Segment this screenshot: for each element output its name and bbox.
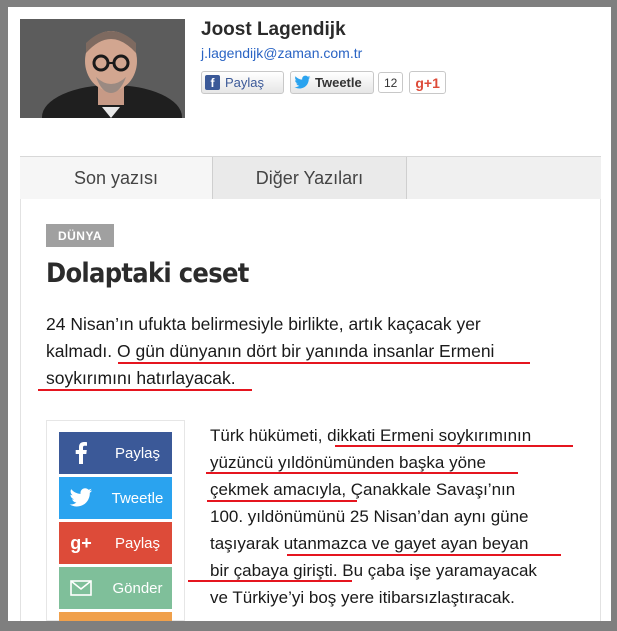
article-body [210, 422, 590, 611]
sidebar-facebook-share-button[interactable] [59, 432, 172, 474]
author-email-link[interactable]: j.lagendijk@zaman.com.tr [201, 45, 363, 61]
gplus-icon: g+ [70, 532, 92, 553]
lead-line: kalmadı. O gün dünyanın dört bir yanında insanlar Ermeni [46, 341, 495, 361]
category-badge[interactable]: DÜNYA [46, 224, 114, 247]
highlight-underline [207, 500, 357, 502]
twitter-bird-icon [294, 75, 311, 90]
body-line: Türk hükümeti, dikkati Ermeni soykırımının [210, 426, 532, 445]
envelope-icon [59, 580, 103, 596]
article-lead [46, 311, 556, 392]
body-line: bir çabaya girişti. Bu çaba işe yaramayacak [210, 561, 537, 580]
tweet-count: 12 [378, 72, 403, 93]
twitter-bird-icon [59, 488, 103, 508]
facebook-icon [59, 442, 103, 464]
sidebar-tweet-label: Tweetle [111, 489, 164, 507]
highlight-underline [287, 554, 561, 556]
author-photo[interactable] [20, 19, 185, 118]
sidebar-gplus-label: Paylaş [114, 534, 161, 552]
sidebar-tweet-button[interactable] [59, 477, 172, 519]
tweet-button[interactable] [290, 71, 374, 94]
sidebar-facebook-label: Paylaş [114, 444, 161, 462]
gplus-one-label: +1 [423, 74, 440, 91]
gplus-one-button[interactable] [409, 71, 446, 94]
highlight-underline [118, 362, 530, 364]
author-portrait-image [20, 19, 185, 118]
body-line: çekmek amacıyla, Çanakkale Savaşı’nın [210, 480, 516, 499]
lead-line: soykırımını hatırlayacak. [46, 368, 236, 388]
sidebar-email-button[interactable] [59, 567, 172, 609]
tab-diger-yazilari[interactable]: Diğer Yazıları [213, 157, 407, 199]
lead-line: 24 Nisan’ın ufukta belirmesiyle birlikte, artık kaçacak yer [46, 314, 481, 334]
facebook-share-button[interactable] [201, 71, 284, 94]
sidebar-email-label: Gönder [112, 579, 163, 597]
facebook-icon: f [205, 75, 220, 90]
sidebar-gplus-share-button[interactable] [59, 522, 172, 564]
author-name[interactable]: Joost Lagendijk [201, 19, 346, 40]
body-line: taşıyarak utanmazca ve gayet ayan beyan [210, 534, 529, 553]
body-line: 100. yıldönümünü 25 Nisan’dan aynı güne [210, 507, 529, 526]
highlight-underline [335, 445, 573, 447]
facebook-share-label: Paylaş [225, 75, 265, 90]
body-line: yüzüncü yıldönümünden başka yöne [210, 453, 486, 472]
gplus-icon: g [415, 74, 424, 91]
tab-son-yazisi[interactable]: Son yazısı [20, 157, 213, 199]
article-title: Dolaptaki ceset [46, 258, 249, 289]
sidebar-more-button[interactable] [59, 612, 172, 624]
tweet-label: Tweetle [315, 75, 362, 90]
social-share-row [201, 70, 446, 95]
highlight-underline [188, 580, 352, 582]
body-line: ve Türkiye’yi boş yere itibarsızlaştıracak. [210, 588, 515, 607]
highlight-underline [206, 472, 518, 474]
highlight-underline [38, 389, 252, 391]
article-tabs [20, 156, 601, 200]
